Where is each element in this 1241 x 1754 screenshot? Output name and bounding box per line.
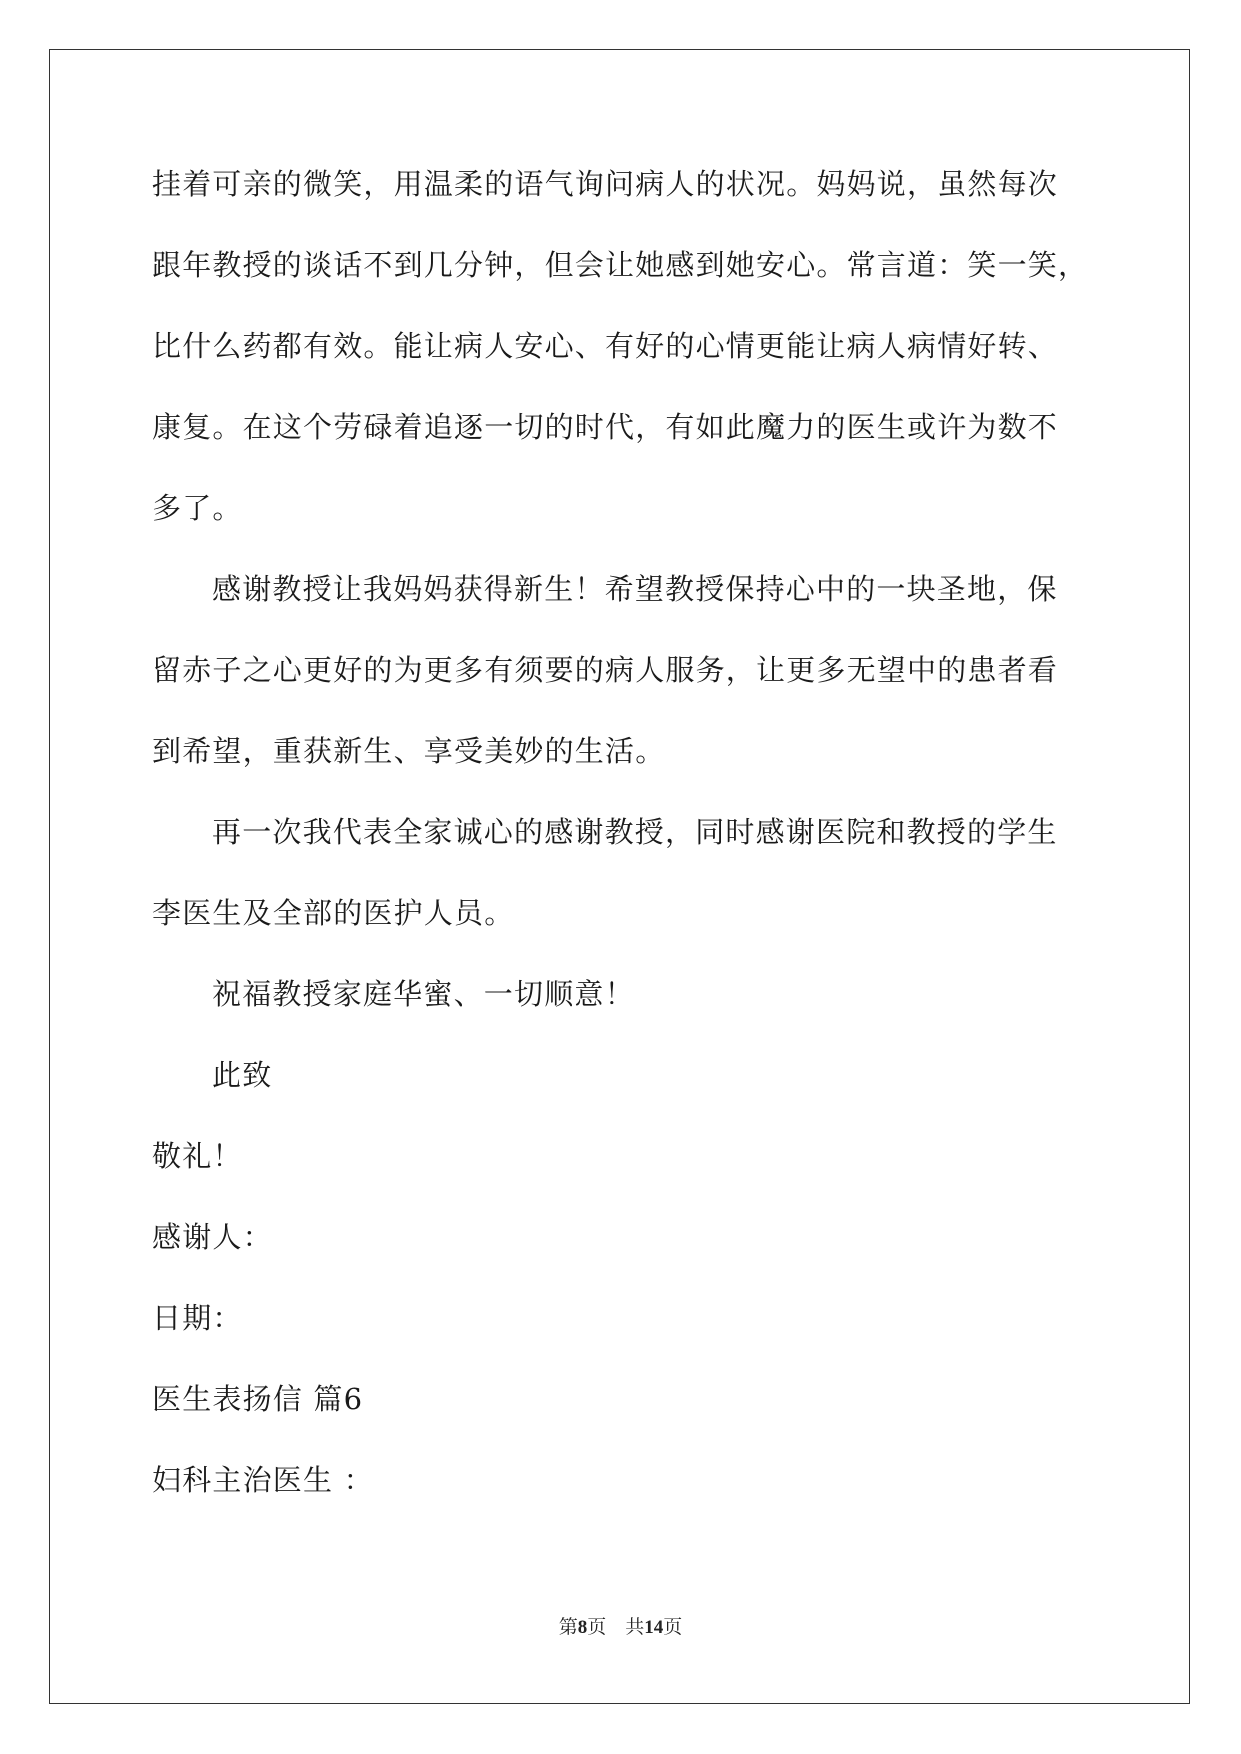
paragraph-line: 祝福教授家庭华蜜、一切顺意！ (212, 977, 635, 1011)
closing-line: 此致 (212, 1058, 273, 1092)
footer-page-number: 8 (577, 1617, 588, 1638)
paragraph-line: 感谢教授让我妈妈获得新生！希望教授保持心中的一块圣地，保 (212, 572, 1058, 606)
paragraph-line: 留赤子之心更好的为更多有须要的病人服务，让更多无望中的患者看 (152, 653, 1059, 687)
recipient-line: 妇科主治医生 ： (152, 1463, 374, 1497)
section-heading: 医生表扬信 篇6 (152, 1382, 364, 1416)
page-border (49, 49, 1190, 1704)
paragraph-line: 康复。在这个劳碌着追逐一切的时代，有如此魔力的医生或许为数不 (152, 410, 1059, 444)
paragraph-line: 跟年教授的谈话不到几分钟，但会让她感到她安心。常言道：笑一笑， (152, 248, 1089, 282)
footer-total-prefix: 共 (625, 1617, 645, 1638)
date-line: 日期： (152, 1301, 243, 1335)
footer-total-pages: 14 (644, 1617, 664, 1638)
footer-total-suffix: 页 (663, 1617, 683, 1638)
footer-page-suffix: 页 (587, 1617, 607, 1638)
page-footer (0, 1612, 1241, 1639)
paragraph-line: 比什么药都有效。能让病人安心、有好的心情更能让病人病情好转、 (152, 329, 1059, 363)
paragraph-line: 李医生及全部的医护人员。 (152, 896, 515, 930)
paragraph-line: 到希望，重获新生、享受美妙的生活。 (152, 734, 666, 768)
signer-line: 感谢人： (152, 1220, 273, 1254)
paragraph-line: 再一次我代表全家诚心的感谢教授，同时感谢医院和教授的学生 (212, 815, 1058, 849)
paragraph-line: 多了。 (152, 491, 243, 525)
footer-prefix: 第 (558, 1617, 578, 1638)
salutation-line: 敬礼！ (152, 1139, 243, 1173)
paragraph-line: 挂着可亲的微笑，用温柔的语气询问病人的状况。妈妈说，虽然每次 (152, 167, 1059, 201)
